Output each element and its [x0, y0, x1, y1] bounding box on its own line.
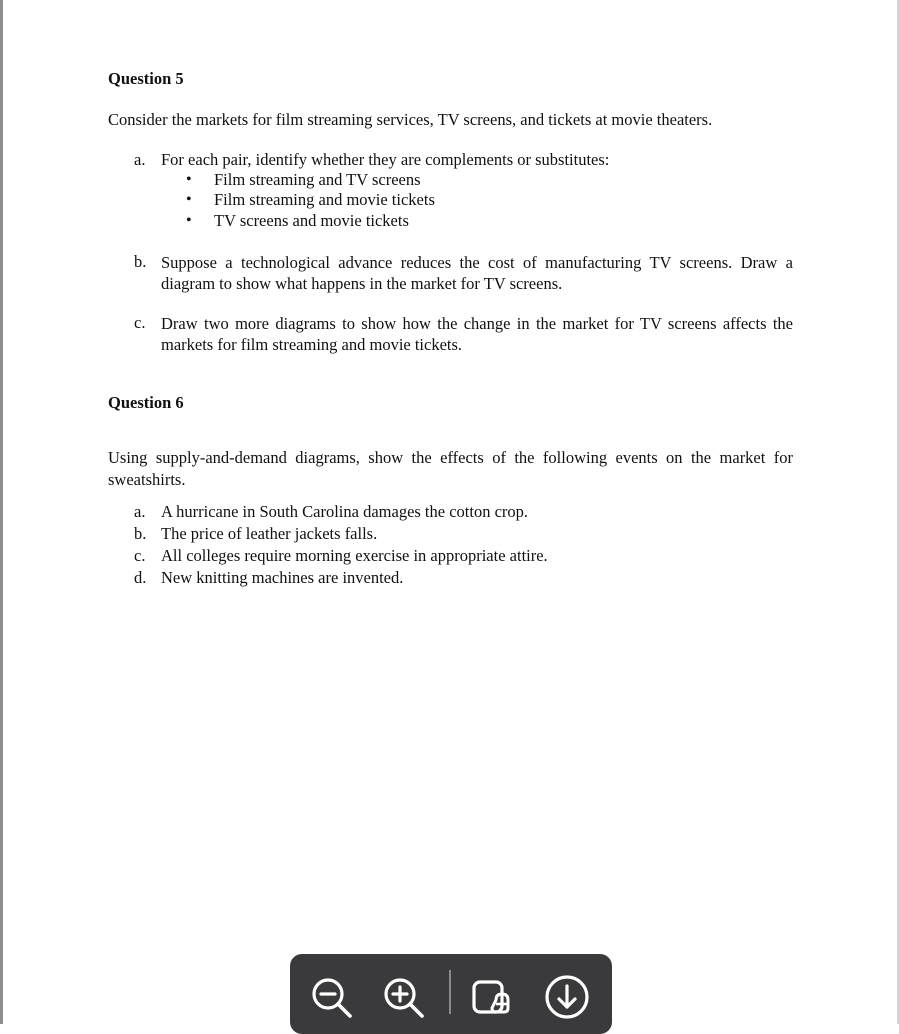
q6-item-text: A hurricane in South Carolina damages the cotton crop.	[161, 502, 529, 521]
zoom-out-icon[interactable]	[306, 972, 356, 1022]
q6-item-text: All colleges require morning exercise in appropriate attire.	[161, 546, 548, 565]
q6-item-text: The price of leather jackets falls.	[161, 524, 378, 543]
q5-part-a-text: For each pair, identify whether they are complements or substitutes:	[161, 150, 610, 169]
question-6-intro: Using supply-and-demand diagrams, show the effects of the following events on the market for sweatshirts.	[108, 448, 793, 489]
q6-item-marker: b.	[134, 524, 147, 543]
pdf-viewer-toolbar	[290, 954, 612, 1034]
q5-part-b-marker: b.	[134, 252, 147, 271]
bullet-icon: •	[186, 171, 192, 188]
q6-item-marker: a.	[134, 502, 146, 521]
q5-bullet-item: Film streaming and movie tickets	[214, 190, 435, 209]
question-5-intro: Consider the markets for film streaming services, TV screens, and tickets at movie theaters.	[108, 110, 713, 129]
q6-item-marker: c.	[134, 546, 146, 565]
toolbar-separator	[449, 970, 451, 1014]
question-6-heading: Question 6	[108, 393, 184, 412]
q6-item-text: New knitting machines are invented.	[161, 568, 404, 587]
q5-bullet-item: TV screens and movie tickets	[214, 211, 409, 230]
save-to-cloud-icon[interactable]	[468, 972, 518, 1022]
q5-part-c-marker: c.	[134, 313, 146, 332]
bullet-icon: •	[186, 191, 192, 208]
q5-part-c-text: Draw two more diagrams to show how the change in the market for TV screens affects the markets for film streaming and movie tickets.	[161, 314, 793, 354]
bullet-icon: •	[186, 212, 192, 229]
zoom-in-icon[interactable]	[378, 972, 428, 1022]
q5-bullet-item: Film streaming and TV screens	[214, 170, 421, 189]
q5-part-b-text: Suppose a technological advance reduces the cost of manufacturing TV screens. Draw a diagram to show what happens in the market for TV screens.	[161, 253, 793, 293]
q6-item-marker: d.	[134, 568, 147, 587]
q5-part-a-marker: a.	[134, 150, 146, 169]
question-5-heading: Question 5	[108, 69, 184, 88]
download-icon[interactable]	[542, 972, 592, 1022]
